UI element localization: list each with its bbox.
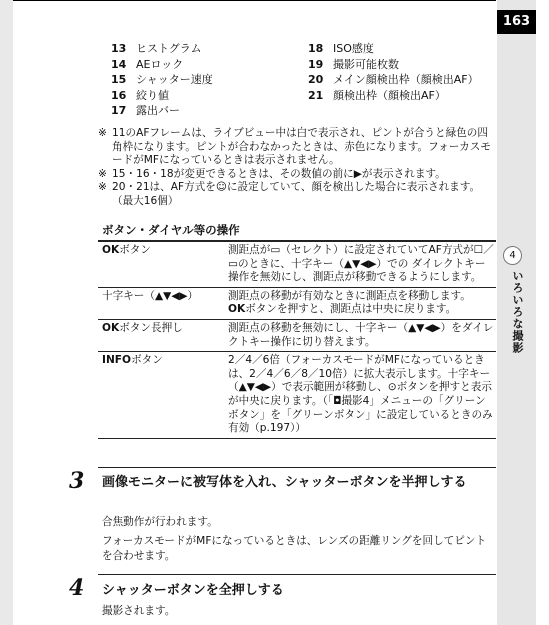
table-value-cell (222, 287, 496, 319)
note-text: 11のAFフレームは、ライブビュー中は白で表示され、ピントが合うと緑色の四角枠になります。ピントが合わなかったときは、赤色になります。フォーカスモードがMFになっているときは表示されません。 (112, 127, 491, 167)
step-number: 3 (69, 468, 85, 494)
note-text: 20・21は、AF方式を☺に設定していて、顔を検出した場合に表示されます。（最大16個） (112, 181, 481, 207)
key-text: ボタン長押し (119, 321, 183, 334)
legend-right (298, 41, 479, 103)
table-key-cell (98, 241, 222, 287)
note-item (98, 181, 493, 208)
manual-page (13, 0, 549, 625)
value-bold: OK (228, 303, 246, 316)
step-number: 4 (69, 575, 85, 601)
table-row (98, 241, 496, 287)
legend-item (298, 72, 479, 88)
table-value-cell: 2／4／6倍（フォーカスモードがMFになっているときは、2／4／6／8／10倍）に拡大表示します。十字キー（▲▼◀▶）で表示範囲が移動し、⊙ボタンを押すと表示が中央に戻ります。（「◘撮影4」メニューの「グリーンボタン」を「グリーンボタン」に設定しているときのみ有効（p.197）） (228, 354, 493, 435)
value-text-2: ボタンを押すと、測距点は中央に戻ります。 (245, 303, 457, 316)
legend-item (104, 103, 213, 119)
note-mark: ※ (98, 181, 107, 194)
note-item (98, 168, 493, 182)
step-body (102, 515, 494, 564)
key-bold: OK (102, 321, 120, 334)
legend-label: メイン顔検出枠（顔検出AF） (333, 73, 479, 86)
legend-item (298, 57, 479, 73)
legend-label: ISO感度 (333, 42, 374, 55)
table-value-cell: 測距点が▭（セレクト）に設定されていてAF方式が☐／▭のときに、十字キー（▲▼◀▶）での ダイレクトキー操作を無効にし、測距点が移動できるようにします。 (228, 244, 494, 284)
legend-item (104, 72, 213, 88)
step-rule (98, 574, 496, 575)
table-key-cell (98, 287, 222, 319)
legend-label: 顔検出枠（顔検出AF） (333, 88, 446, 102)
legend-label: ヒストグラム (136, 42, 202, 55)
legend-item (104, 88, 213, 104)
legend-number: 13 (111, 42, 127, 55)
key-text: ボタン (119, 244, 151, 256)
key-text: ボタン (131, 354, 163, 367)
legend-number: 18 (308, 42, 324, 55)
step-rule (98, 467, 496, 468)
top-rule (13, 0, 496, 1)
table-key-cell (98, 319, 222, 351)
page-number: 163 (497, 10, 536, 34)
legend-number: 15 (111, 73, 127, 86)
key-bold: INFO (102, 354, 132, 367)
legend-item (298, 41, 479, 57)
legend-label: 撮影可能枚数 (333, 57, 399, 71)
step-title: 画像モニターに被写体を入れ、シャッターボタンを半押しする (102, 475, 467, 490)
legend-label: シャッター速度 (136, 73, 213, 86)
table-row (98, 287, 496, 319)
legend-number: 20 (308, 73, 324, 86)
note-text: 15・16・18が変更できるときは、その数値の前に▶が表示されます。 (112, 167, 446, 180)
legend-number: 19 (308, 57, 324, 71)
note-mark: ※ (98, 127, 107, 139)
legend-item (298, 88, 479, 104)
legend-number: 16 (111, 88, 127, 102)
legend-item (104, 57, 213, 73)
value-text: 測距点の移動が有効なときに測距点を移動します。 (228, 289, 471, 302)
legend-label: 露出バー (136, 104, 180, 117)
legend-item (104, 41, 213, 57)
notes-block (98, 127, 493, 209)
table-row (98, 319, 496, 351)
step-title: シャッターボタンを全押しする (102, 583, 284, 598)
legend-number: 21 (308, 88, 324, 102)
step-body-line: 合焦動作が行われます。 (102, 516, 218, 528)
legend-label: AEロック (136, 57, 184, 71)
step-body (102, 604, 494, 619)
operations-table (98, 240, 496, 439)
legend-number: 14 (111, 57, 127, 71)
legend-number: 17 (111, 104, 127, 117)
key-bold: OK (102, 244, 120, 256)
section-title: ボタン・ダイヤル等の操作 (102, 223, 240, 237)
note-item (98, 127, 493, 168)
key-text: 十字キー（▲▼◀▶） (102, 289, 199, 302)
table-key-cell (98, 352, 222, 439)
legend-left (104, 41, 213, 119)
step-body-line: フォーカスモードがMFになっているときは、レンズの距離リングを回してピントを合わせます。 (102, 535, 487, 562)
step-body-line: 撮影されます。 (102, 605, 176, 617)
table-value-cell: 測距点の移動を無効にし、十字キー（▲▼◀▶）をダイレクトキー操作に切り替えます。 (228, 321, 494, 348)
chapter-title: いろいろな撮影 (511, 270, 524, 354)
chapter-number-badge: 4 (503, 246, 522, 265)
table-row (98, 352, 496, 439)
legend-label: 絞り値 (136, 88, 169, 102)
note-mark: ※ (98, 167, 107, 180)
